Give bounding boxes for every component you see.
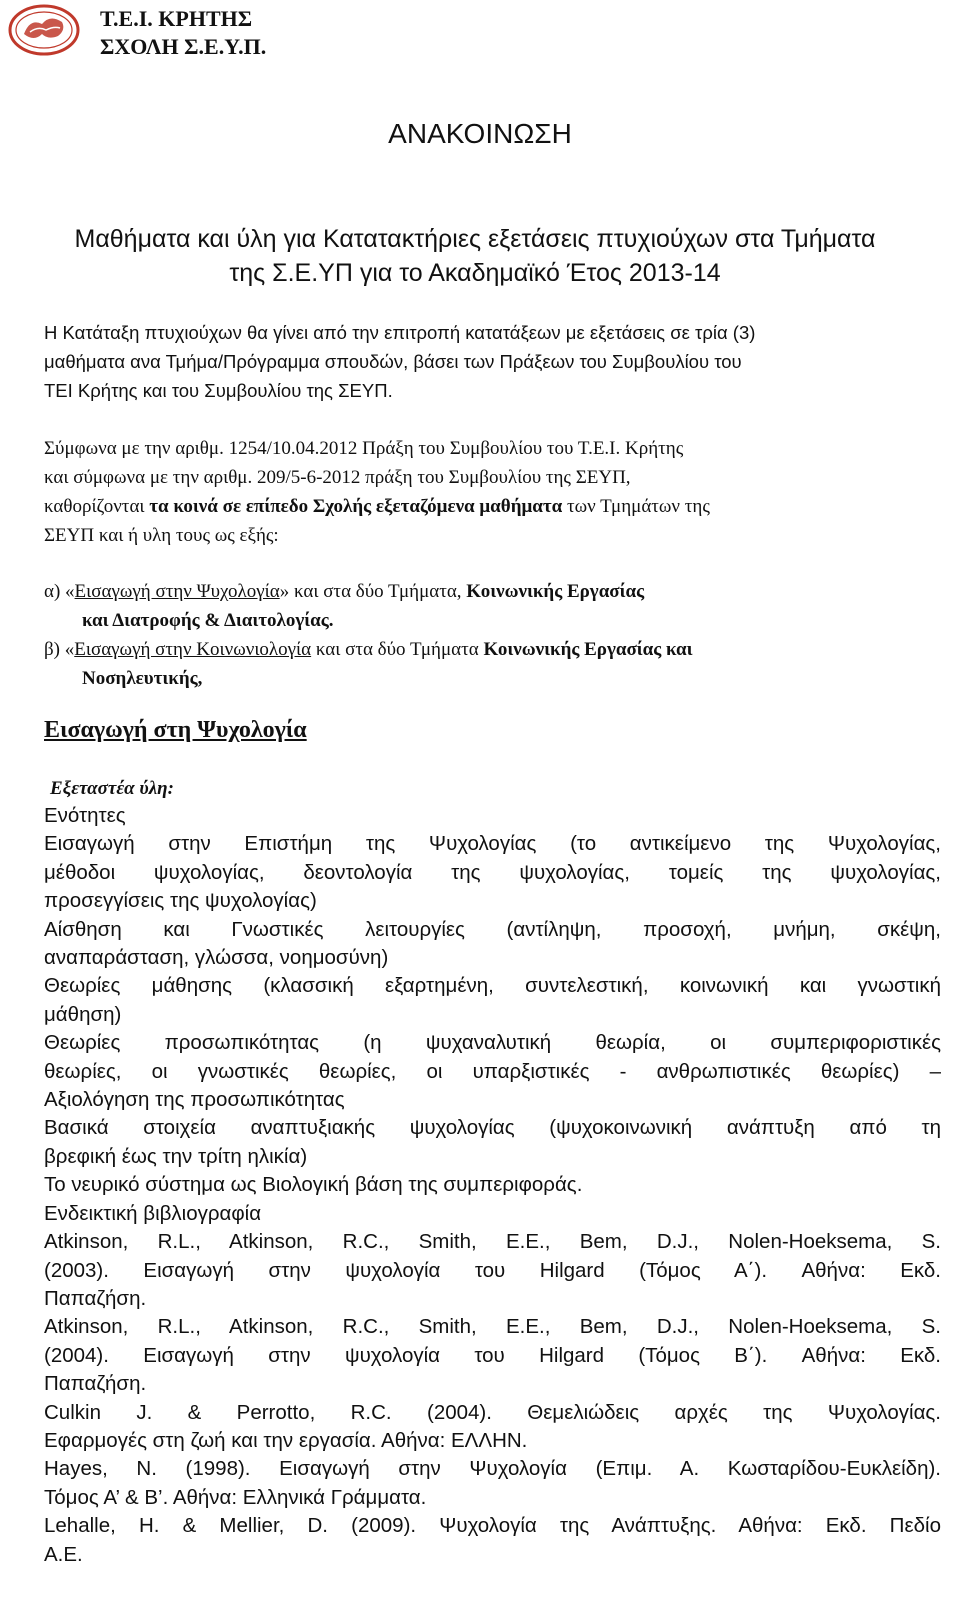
subtitle-line: Μαθήματα και ύλη για Κατατακτήριες εξετάσεις πτυχιούχων στα Τμήματα — [74, 225, 876, 253]
syllabus-line: θεωρίες, οι γνωστικές θεωρίες, οι υπαρξιστικές - ανθρωπιστικές θεωρίες) – — [44, 1059, 941, 1083]
syllabus-line: (2003). Εισαγωγή στην ψυχολογία του Hilgard (Τόμος Α΄). Αθήνα: Εκδ. — [44, 1258, 941, 1282]
course-text: β) « — [44, 639, 75, 660]
department-name: Νοσηλευτικής, — [82, 668, 203, 689]
course-list — [44, 577, 939, 693]
syllabus-line: Θεωρίες προσωπικότητας (η ψυχαναλυτική θεωρία, οι συμπεριφοριστικές — [44, 1031, 941, 1055]
syllabus-line: βρεφική έως την τρίτη ηλικία) — [44, 1144, 308, 1168]
department-name: Κοινωνικής Εργασίας και — [483, 639, 693, 660]
syllabus-line: Α.Ε. — [44, 1542, 83, 1566]
decision-line — [44, 492, 939, 521]
syllabus-line: προσεγγίσεις της ψυχολογίας) — [44, 889, 317, 913]
syllabus-line: Lehalle, H. & Mellier, D. (2009). Ψυχολογία της Ανάπτυξης. Αθήνα: Εκδ. Πεδίο — [44, 1514, 941, 1538]
department-name: Κοινωνικής Εργασίας — [466, 581, 645, 602]
syllabus-line: αναπαράσταση, γλώσσα, νοημοσύνη) — [44, 946, 389, 970]
course-text: και στα δύο Τμήματα — [311, 639, 484, 660]
course-text: α) « — [44, 581, 75, 602]
institution-logo — [8, 4, 80, 56]
syllabus-line: Το νευρικό σύστημα ως Βιολογική βάση της συμπεριφοράς. — [44, 1173, 583, 1197]
decision-bold-text: τα κοινά σε επίπεδο Σχολής εξεταζόμενα μαθήματα — [149, 496, 563, 517]
syllabus-line: Atkinson, R.L., Atkinson, R.C., Smith, E.E., Bem, D.J., Nolen-Hoeksema, S. — [44, 1230, 941, 1254]
department-name: και Διατροφής & Διαιτολογίας. — [82, 610, 334, 631]
syllabus-line: Ενότητες — [44, 804, 126, 827]
syllabus-line: (2004). Εισαγωγή στην ψυχολογία του Hilgard (Τόμος Β΄). Αθήνα: Εκδ. — [44, 1343, 941, 1367]
syllabus-line: Hayes, N. (1998). Εισαγωγή στην Ψυχολογία (Επιμ. Α. Κωσταρίδου-Ευκλείδη). — [44, 1457, 941, 1481]
course-item-a-cont — [44, 606, 939, 635]
syllabus-line: Βασικά στοιχεία αναπτυξιακής ψυχολογίας (ψυχοκοινωνική ανάπτυξη από τη — [44, 1116, 941, 1140]
syllabus-line: Αξιολόγηση της προσωπικότητας — [44, 1088, 345, 1112]
section-heading: Εισαγωγή στη Ψυχολογία — [44, 717, 307, 743]
page-title: ΑΝΑΚΟΙΝΩΣΗ — [388, 118, 572, 149]
decision-text: των Τμημάτων της — [562, 496, 710, 517]
course-item-a — [44, 577, 939, 606]
syllabus-line: Θεωρίες μάθησης (κλασσική εξαρτημένη, συντελεστική, κοινωνική και γνωστική — [44, 974, 941, 998]
syllabus-line: Atkinson, R.L., Atkinson, R.C., Smith, E.E., Bem, D.J., Nolen-Hoeksema, S. — [44, 1315, 941, 1339]
decision-line: και σύμφωνα με την αριθμ. 209/5-6-2012 πράξη του Συμβουλίου της ΣΕΥΠ, — [44, 467, 631, 488]
course-item-b — [44, 635, 939, 664]
course-text: » και στα δύο Τμήματα, — [279, 581, 467, 602]
syllabus-line: μέθοδοι ψυχολογίας, δεοντολογία της ψυχολογίας, τομείς της ψυχολογίας, — [44, 860, 941, 884]
syllabus-line: Ενδεικτική βιβλιογραφία — [44, 1201, 262, 1225]
institution-name: Τ.Ε.Ι. ΚΡΗΤΗΣ — [100, 6, 253, 31]
subtitle-line: της Σ.Ε.ΥΠ για το Ακαδημαϊκό Έτος 2013-14 — [229, 259, 721, 287]
document-subtitle — [10, 222, 940, 290]
syllabus-line: Εισαγωγή στην Επιστήμη της Ψυχολογίας (το αντικείμενο της Ψυχολογίας, — [44, 832, 941, 856]
syllabus-line: Εφαρμογές στη ζωή και την εργασία. Αθήνα: ΕΛΛΗΝ. — [44, 1428, 528, 1452]
course-name: Εισαγωγή στην Κοινωνιολογία — [74, 639, 312, 660]
syllabus-line: Culkin J. & Perrotto, R.C. (2004). Θεμελιώδεις αρχές της Ψυχολογίας. — [44, 1400, 941, 1424]
decision-line: ΣΕΥΠ και ή υλη τους ως εξής: — [44, 525, 279, 546]
intro-line: ΤΕΙ Κρήτης και του Συμβουλίου της ΣΕΥΠ. — [44, 380, 393, 401]
decision-paragraph — [44, 434, 939, 550]
syllabus-line: Παπαζήση. — [44, 1286, 147, 1310]
course-item-b-cont — [44, 664, 939, 693]
school-name: ΣΧΟΛΗ Σ.Ε.Υ.Π. — [100, 34, 267, 59]
intro-line: Η Κατάταξη πτυχιούχων θα γίνει από την επιτροπή κατατάξεων με εξετάσεις σε τρία (3) — [44, 322, 756, 343]
decision-text: καθορίζονται — [44, 496, 150, 517]
syllabus-line: Τόμος Α’ & Β’. Αθήνα: Ελληνικά Γράμματα. — [44, 1485, 427, 1509]
course-name: Εισαγωγή στην Ψυχολογία — [74, 581, 280, 602]
syllabus-label-row — [44, 775, 939, 803]
intro-line: μαθήματα ανα Τμήμα/Πρόγραμμα σπουδών, βάσει των Πράξεων του Συμβουλίου του — [44, 351, 742, 372]
syllabus-line: Παπαζήση. — [44, 1372, 147, 1396]
syllabus-body — [44, 802, 941, 1569]
intro-paragraph — [44, 318, 939, 405]
syllabus-line: μάθηση) — [44, 1002, 122, 1026]
syllabus-line: Αίσθηση και Γνωστικές λειτουργίες (αντίληψη, προσοχή, μνήμη, σκέψη, — [44, 917, 941, 941]
decision-line: Σύμφωνα με την αριθμ. 1254/10.04.2012 Πράξη του Συμβουλίου του Τ.Ε.Ι. Κρήτης — [44, 438, 684, 459]
syllabus-label: Εξεταστέα ύλη: — [50, 778, 174, 799]
